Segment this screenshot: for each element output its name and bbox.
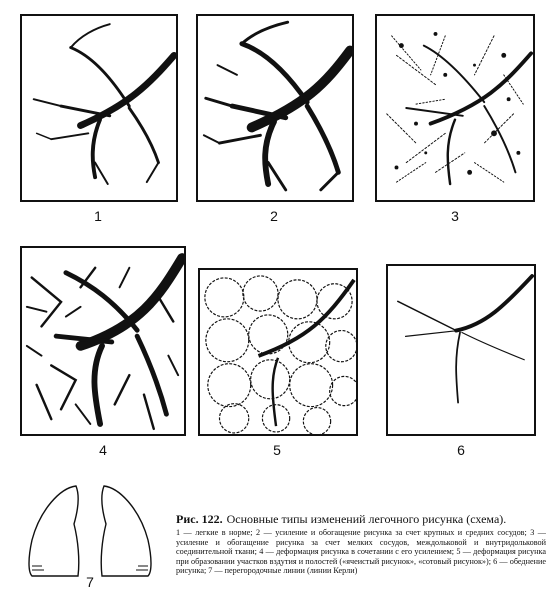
caption-title-line — [176, 512, 546, 526]
enhanced-vascular-pattern-icon — [198, 16, 352, 200]
lungs-outline-icon — [20, 480, 160, 580]
figure-caption — [176, 512, 546, 576]
panel-4-deformed-enhanced — [20, 246, 186, 436]
panel-number: 6 — [457, 442, 465, 458]
normal-lung-pattern-icon — [22, 16, 176, 200]
caption-body: 1 — легкие в норме; 2 — усиление и обогащение рисунка за счет крупных и средних сосудов; 3 — усиление и обогащение рисунка за счет мелких сосудов, междольковой и внутридольковой соединительной ткани; 4 — деформация рисунка в сочетании с его усилением; 5 — деформация рисунка при образовании участков вздутия и полостей («ячеистый рисунок», «сотовый рисунок»); 6 — обеднение рисунка; 7 — перегородочные линии (линии Керли) — [176, 528, 546, 576]
panel-6-depleted — [386, 264, 536, 436]
panel-number: 2 — [270, 208, 278, 224]
panel-number: 1 — [94, 208, 102, 224]
caption-label: Рис. 122. — [176, 512, 223, 526]
panel-number: 5 — [273, 442, 281, 458]
panel-5-honeycomb — [198, 268, 358, 436]
panel-number: 3 — [451, 208, 459, 224]
caption-title: Основные типы изменений легочного рисунка (схема). — [226, 512, 507, 526]
panel-number: 4 — [99, 442, 107, 458]
deformed-enhanced-pattern-icon — [22, 248, 184, 434]
panel-2-enhanced — [196, 14, 354, 202]
depleted-pattern-icon — [388, 266, 534, 434]
panel-3-interstitial — [375, 14, 535, 202]
honeycomb-pattern-icon — [200, 270, 356, 434]
panel-number: 7 — [86, 574, 94, 590]
panel-7-lungs — [20, 480, 160, 580]
interstitial-pattern-icon — [377, 16, 533, 200]
panel-1-normal — [20, 14, 178, 202]
